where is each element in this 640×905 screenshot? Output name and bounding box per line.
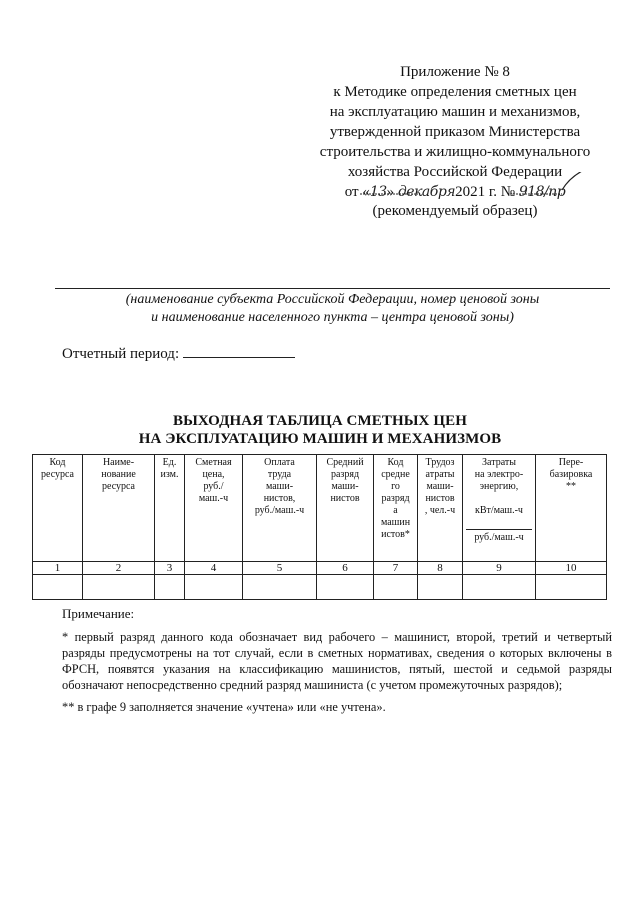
date-close-quote: » [386, 184, 395, 200]
table-row [33, 575, 607, 600]
column-number: 1 [33, 562, 83, 575]
energy-header-top: Затраты на электро- энергию, кВт/маш.-ч [474, 457, 524, 516]
handwritten-order-number: 918/пр [518, 184, 566, 200]
table-cell [155, 575, 185, 600]
column-number: 3 [155, 562, 185, 575]
subject-caption-line: и наименование населенного пункта – центра ценовой зоны) [151, 310, 514, 325]
header-unit: Ед. изм. [155, 455, 185, 562]
handwritten-month: декабря [397, 184, 456, 200]
period-label: Отчетный период: [62, 346, 180, 362]
header-operator-wages: Оплата труда маши- нистов, руб./маш.-ч [243, 455, 317, 562]
table-cell [374, 575, 418, 600]
order-date-line [300, 182, 610, 202]
appendix-line: к Методике определения сметных цен [333, 84, 577, 100]
column-number: 2 [83, 562, 155, 575]
column-number: 4 [185, 562, 243, 575]
table-cell [317, 575, 374, 600]
column-number: 7 [374, 562, 418, 575]
table-cell [243, 575, 317, 600]
appendix-line: хозяйства Российской Федерации [347, 164, 563, 180]
header-relocation: Пере- базировка ** [536, 455, 607, 562]
title-line: ВЫХОДНАЯ ТАБЛИЦА СМЕТНЫХ ЦЕН [173, 413, 467, 429]
appendix-line: утвержденной приказом Министерства [329, 124, 581, 140]
header-grade-code: Код средне го разряд а машин истов* [374, 455, 418, 562]
appendix-line: строительства и жилищно-коммунального [319, 144, 591, 160]
notes-label: Примечание: [62, 606, 135, 621]
date-prefix: от « [344, 184, 370, 200]
column-number: 6 [317, 562, 374, 575]
reporting-period [62, 343, 295, 363]
subject-caption [55, 291, 610, 327]
energy-header-bottom: руб./маш.-ч [474, 532, 524, 543]
header-resource-code: Код ресурса [33, 455, 83, 562]
column-number: 8 [418, 562, 463, 575]
table-cell [33, 575, 83, 600]
handwritten-day: 13 [369, 184, 387, 200]
column-number: 10 [536, 562, 607, 575]
title-line: НА ЭКСПЛУАТАЦИЮ МАШИН И МЕХАНИЗМОВ [138, 431, 502, 447]
appendix-line: на эксплуатацию машин и механизмов, [329, 104, 581, 120]
table-cell [463, 575, 536, 600]
table-cell [418, 575, 463, 600]
appendix-header [300, 62, 610, 202]
notes-section [62, 606, 612, 721]
table-cell [83, 575, 155, 600]
header-energy-costs [463, 455, 536, 562]
table-cell [185, 575, 243, 600]
header-labor-costs: Трудоз атраты маши- нистов , чел.-ч [418, 455, 463, 562]
note-second-asterisk: ** в графе 9 заполняется значение «учтена» или «не учтена». [62, 700, 386, 714]
subject-fill-line [55, 288, 610, 289]
subject-caption-line: (наименование субъекта Российской Федерации, номер ценовой зоны [125, 292, 540, 307]
table-cell [536, 575, 607, 600]
period-blank-field [183, 343, 295, 358]
column-number: 5 [243, 562, 317, 575]
header-average-grade: Средний разряд маши- нистов [317, 455, 374, 562]
recommended-sample-note: (рекомендуемый образец) [372, 203, 538, 219]
column-number: 9 [463, 562, 536, 575]
header-estimated-price: Сметная цена, руб./ маш.-ч [185, 455, 243, 562]
appendix-line: Приложение № 8 [400, 64, 510, 80]
output-price-table [32, 454, 607, 600]
header-resource-name: Наиме- нование ресурса [83, 455, 155, 562]
column-number-row [33, 562, 607, 575]
note-first-asterisk: * первый разряд данного кода обозначает вид рабочего – машинист, второй, третий и четвертый разряды предусмотрены на тот случай, если в сметных нормативах, сведения о которых включены в ФРСН, появятся указания на классификацию машинистов, пятый, шестой и седьмой разряды обозначают непосредственно средний разряд машиниста (с учетом промежуточных разрядов); [62, 630, 612, 692]
signature-stroke-icon [300, 172, 610, 202]
table-title [30, 412, 610, 448]
date-year: 2021 г. № [455, 184, 516, 200]
